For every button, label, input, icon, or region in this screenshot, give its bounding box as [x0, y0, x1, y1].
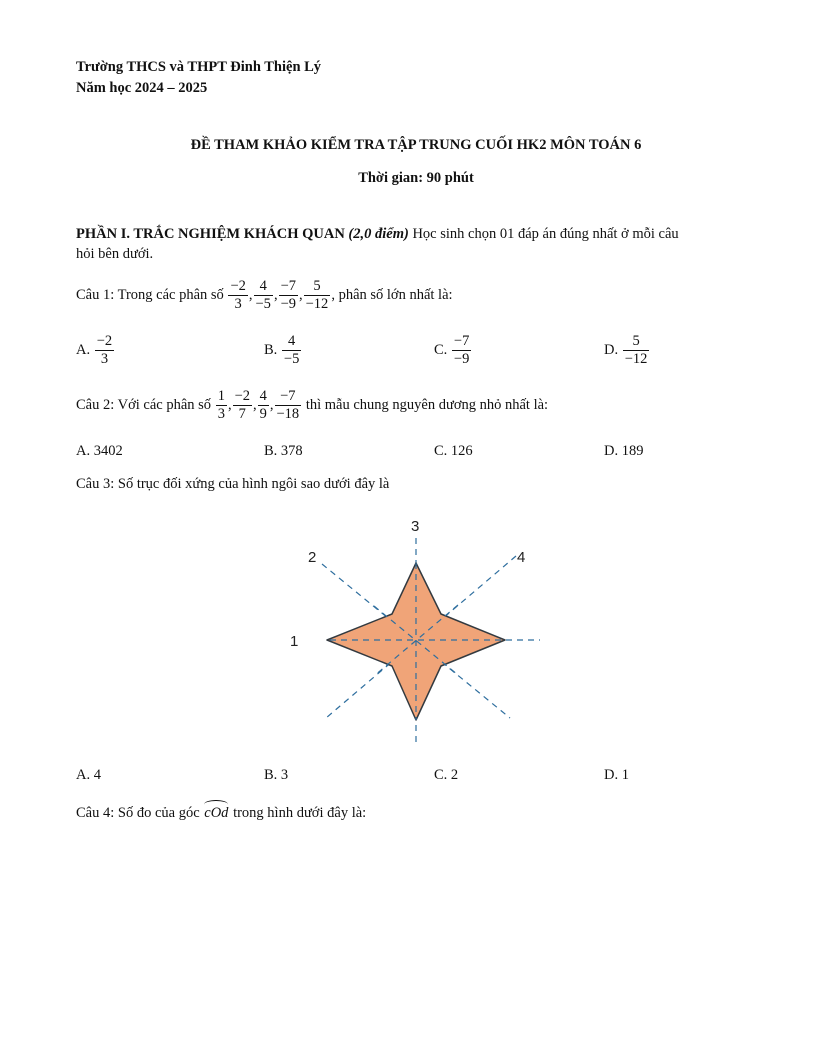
q2-prefix: Câu 2: Với các phân số [76, 396, 212, 413]
q1-option-c[interactable]: C. $\frac{-7}{-9}$ [434, 333, 470, 367]
school-name: Trường THCS và THPT Đinh Thiện Lý [76, 59, 322, 75]
q3-option-b[interactable]: B. 3 [264, 767, 289, 783]
q3-option-c[interactable]: C. 2 [434, 767, 459, 783]
q4-suffix: trong hình dưới đây là: [233, 805, 367, 821]
part1-heading-line [76, 226, 679, 243]
q1-fraction: $\frac{-7}{-9}$ [280, 278, 296, 312]
q3-option-a[interactable]: A. 4 [76, 767, 101, 783]
q2-option-a[interactable]: A. 3402 [76, 443, 123, 459]
star-figure [270, 510, 560, 750]
q1-option-d[interactable]: D. $\frac{5}{-12}$ [604, 333, 648, 367]
q2-fraction: $\frac{-2}{7}$ [234, 388, 250, 422]
q3-option-d[interactable]: D. 1 [604, 767, 629, 783]
axis-label-3: 3 [411, 518, 420, 535]
q2-fraction: $\frac{-7}{-18}$ [276, 388, 300, 422]
exam-time: Thời gian: 90 phút [358, 170, 474, 186]
axis-label-4: 4 [517, 549, 526, 566]
question-4 [76, 805, 366, 822]
q1-fraction: $\frac{-2}{3}$ [230, 278, 246, 312]
q1-option-a[interactable]: A. $\frac{-2}{3}$ [76, 333, 113, 367]
q2-option-c[interactable]: C. 126 [434, 443, 473, 459]
question-3: Câu 3: Số trục đối xứng của hình ngôi sao dưới đây là [76, 476, 390, 492]
q4-prefix: Câu 4: Số đo của góc [76, 805, 200, 821]
part1-instruction: Học sinh chọn 01 đáp án đúng nhất ở mỗi câu [408, 226, 679, 242]
q2-option-d[interactable]: D. 189 [604, 443, 644, 459]
part1-instruction-cont: hỏi bên dưới. [76, 246, 154, 262]
q2-option-b[interactable]: B. 378 [264, 443, 303, 459]
q1-suffix: , phân số lớn nhất là: [331, 286, 453, 303]
q4-angle: cOd [204, 805, 229, 821]
q1-fraction: $\frac{5}{-12}$ [305, 278, 329, 312]
axis-label-1: 1 [290, 633, 299, 650]
axis-label-2: 2 [308, 549, 317, 566]
q2-fraction: $\frac{4}{9}$ [259, 388, 267, 422]
q1-fraction: $\frac{4}{-5}$ [255, 278, 271, 312]
q2-suffix: thì mẫu chung nguyên dương nhỏ nhất là: [305, 396, 549, 413]
q1-prefix: Câu 1: Trong các phân số [76, 286, 224, 303]
part1-heading: PHẦN I. TRẮC NGHIỆM KHÁCH QUAN [76, 226, 345, 242]
q1-option-b[interactable]: B. $\frac{4}{-5}$ [264, 333, 300, 367]
question-1: Câu 1: Trong các phân số $\frac{-2}{3}$ , $\frac{4}{-5}$ , $\frac{-7}{-9}$ , $\frac{5}{-12}$ , phân số lớn nhất là: [76, 278, 453, 312]
exam-title: ĐỀ THAM KHẢO KIỂM TRA TẬP TRUNG CUỐI HK2 MÔN TOÁN 6 [190, 137, 642, 153]
q2-fraction: $\frac{1}{3}$ [217, 388, 225, 422]
school-year: Năm học 2024 – 2025 [76, 80, 208, 96]
question-2: Câu 2: Với các phân số $\frac{1}{3}$ , $\frac{-2}{7}$ , $\frac{4}{9}$ , $\frac{-7}{-18}$ thì mẫu chung nguyên dương nhỏ nhất là: [76, 388, 549, 422]
part1-points: (2,0 điểm) [348, 226, 409, 242]
